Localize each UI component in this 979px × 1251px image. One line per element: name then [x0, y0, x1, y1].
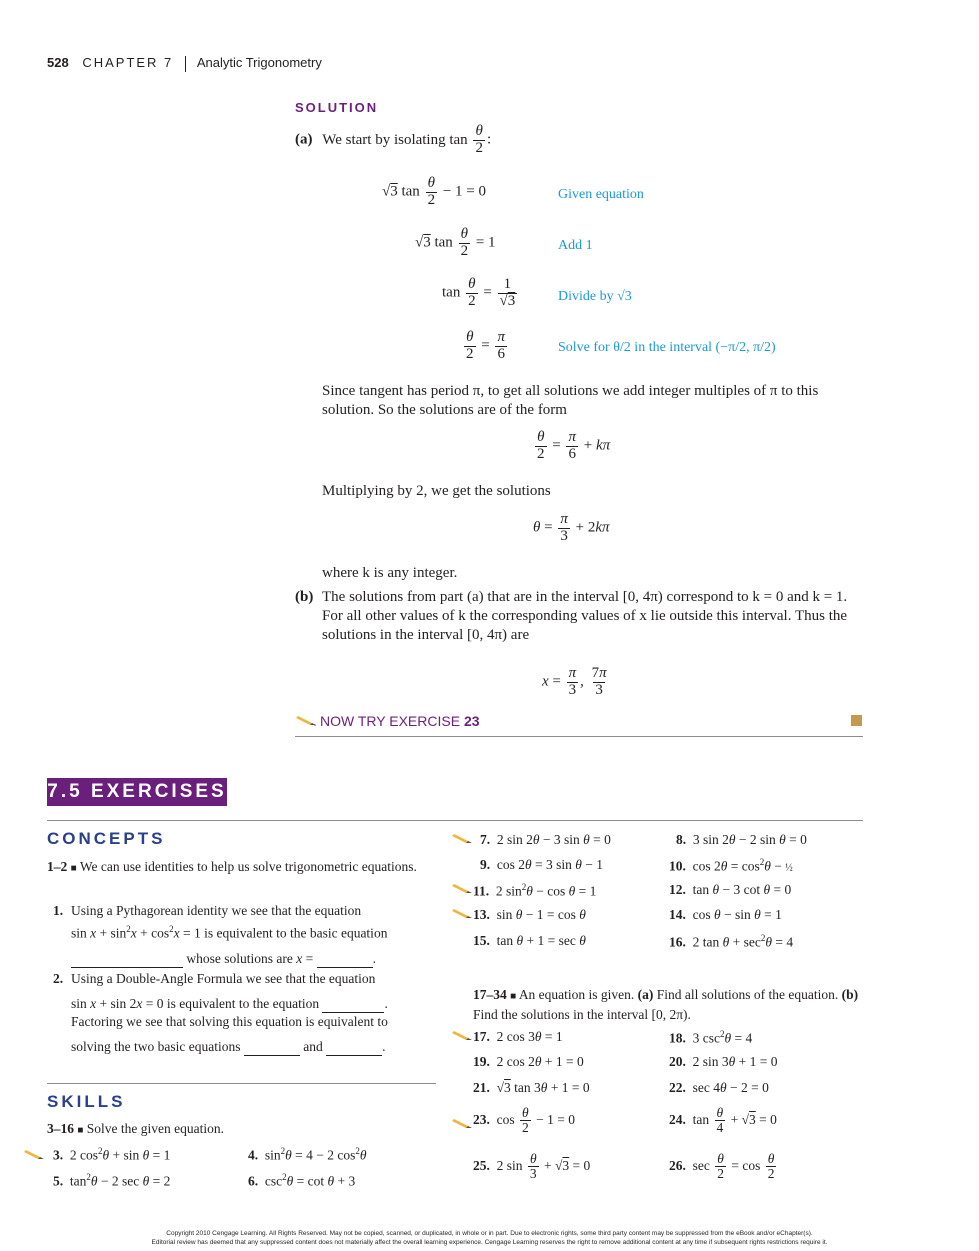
step-note-3: Divide by √3	[558, 289, 632, 304]
copyright-line-2: Editorial review has deemed that any suppressed content does not materially affect the overall learning experience. Cengage Learning reserves the right to remove additional content at any time if subsequent rights restrictions require it.	[151, 1239, 828, 1246]
chapter-title: Analytic Trigonometry	[196, 55, 322, 70]
exercise-8: 8. 3 sin 2θ − 2 sin θ = 0	[676, 832, 807, 847]
step-note-4: Solve for θ/2 in the interval (−π/2, π/2)	[558, 340, 776, 355]
end-of-solution-marker	[851, 715, 862, 726]
solution-paragraph-1: Since tangent has period π, to get all solutions we add integer multiples of π to this solution. So the solutions are of the form	[322, 383, 819, 418]
step-note-2: Add 1	[558, 238, 593, 253]
q2-blank-1[interactable]	[244, 1055, 300, 1056]
pencil-icon	[296, 714, 318, 726]
page-number: 528	[47, 55, 69, 70]
exercise-18: 18. 3 $\csc^2\theta = 4$	[669, 1029, 753, 1046]
exercise-6: 6. $\csc^2\theta = \cot \theta + 3$	[248, 1172, 356, 1189]
concepts-intro: 1–2 ■ We can use identities to help us solve trigonometric equations.	[47, 859, 417, 874]
step-note-1: Given equation	[558, 187, 644, 202]
solution-heading: SOLUTION	[295, 100, 379, 115]
general-solution-half: $\frac{\theta}{2}$ = $\frac{\pi}{6}$ + kπ	[537, 429, 611, 462]
part-b-text: The solutions from part (a) that are in the interval [0, 4π) correspond to k = 0 and k = 1. For all other values of k the corresponding values of x lie outside this interval. Thus the solutions in the interval [0, 4π) are	[322, 589, 848, 643]
q2-blank-2[interactable]	[326, 1055, 382, 1056]
exercise-5: 5. $\tan^2\theta - 2$ sec θ = 2	[53, 1172, 171, 1189]
pencil-icon	[24, 1148, 46, 1160]
chapter-label: CHAPTER 7	[82, 55, 174, 70]
skills-intro: 3–16 ■ Solve the given equation.	[47, 1121, 225, 1136]
q1-line1: Using a Pythagorean identity we see that the equation	[71, 903, 362, 918]
q1-number: 1.	[53, 903, 64, 918]
q2-line3: Factoring we see that solving this equation is equivalent to	[71, 1014, 388, 1029]
exercise-15: 15. tan θ + 1 = sec θ	[473, 933, 586, 948]
exercise-19: 19. 2 cos 2θ + 1 = 0	[473, 1054, 584, 1069]
equation-step-3: tan $\frac{\theta}{2}$ = $\frac{1}{√3}$	[442, 276, 516, 309]
skills-rule	[47, 1083, 436, 1084]
exercise-13: 13. sin θ − 1 = cos θ	[473, 907, 586, 922]
pencil-icon	[452, 882, 474, 894]
copyright-footer	[0, 1229, 979, 1247]
exercise-3: 3. 2 $\cos^2\theta + \sin \theta = 1$	[53, 1146, 171, 1163]
part-b-label: (b)	[295, 589, 314, 605]
exercise-26: 26. sec $\frac{\theta}{2}$ = cos $\frac{\theta}{2}$	[669, 1151, 775, 1182]
concepts-heading: CONCEPTS	[47, 829, 166, 848]
skills-heading: SKILLS	[47, 1092, 126, 1111]
q2-number: 2.	[53, 971, 64, 986]
solution-paragraph-3: where k is any integer.	[322, 565, 458, 581]
exercise-20: 20. 2 sin 3θ + 1 = 0	[669, 1054, 778, 1069]
pencil-icon	[452, 907, 474, 919]
q1-blank-equation[interactable]	[71, 967, 183, 968]
q2-line4: solving the two basic equations and .	[71, 1039, 386, 1054]
exercise-10: 10. $\cos 2\theta = \cos^2\theta$ − ½	[669, 857, 793, 874]
exercise-22: 22. sec 4θ − 2 = 0	[669, 1080, 769, 1095]
q1-line2: $\sin x + \sin^2x + \cos^2x = 1$ is equivalent to the basic equation	[71, 924, 388, 941]
exercise-21: 21. √3 tan 3θ + 1 = 0	[473, 1080, 590, 1095]
exercise-9: 9. cos 2θ = 3 sin θ − 1	[480, 857, 604, 872]
copyright-line-1: Copyright 2010 Cengage Learning. All Rights Reserved. May not be copied, scanned, or duplicated, in whole or in part. Due to electronic rights, some third party content may be suppressed from the eBook and/or eChapter(s).	[166, 1230, 813, 1237]
part-a-text: We start by isolating tan	[322, 131, 468, 148]
exercises-banner: 7.5 EXERCISES	[47, 778, 227, 806]
equation-step-1: √3 tan $\frac{\theta}{2}$ − 1 = 0	[382, 175, 486, 208]
exercises-rule	[47, 820, 863, 821]
now-try-exercise[interactable]	[320, 713, 480, 729]
exercise-16: 16. 2 $\tan \theta + \sec^2\theta = 4$	[669, 933, 794, 950]
exercise-12: 12. tan θ − 3 cot θ = 0	[669, 882, 792, 897]
q1-line3: whose solutions are x = .	[71, 950, 437, 968]
pencil-icon	[452, 1117, 474, 1129]
running-header	[47, 55, 322, 72]
exercise-11: 11. 2 $\sin^2\theta - \cos \theta = 1$	[473, 882, 597, 899]
final-solutions: x = $\frac{\pi}{3}$ , $\frac{7\pi}{3}$	[542, 665, 607, 698]
exercise-25: 25. 2 sin $\frac{\theta}{3}$ + √3 = 0	[473, 1151, 591, 1182]
header-divider	[185, 56, 186, 72]
question-2	[47, 970, 437, 1056]
solution-rule	[295, 736, 863, 737]
question-1	[47, 902, 437, 968]
equation-step-4: $\frac{\theta}{2}$ = $\frac{\pi}{6}$	[466, 329, 505, 362]
part-a-intro: (a) We start by isolating tan $\frac{\theta}{2}$ :	[295, 123, 492, 156]
q2-line2: sin x + sin 2x = 0 is equivalent to the equation .	[71, 996, 388, 1011]
q1-blank-solutions[interactable]	[317, 967, 373, 968]
exercise-4: 4. $\sin^2\theta = 4 - 2$ $\cos^2\theta$	[248, 1146, 367, 1163]
q2-line1: Using a Double-Angle Formula we see that the equation	[71, 971, 376, 986]
pencil-icon	[452, 832, 474, 844]
group2-intro: 17–34 ■ An equation is given. (a) Find all solutions of the equation. (b) Find the solutions in the interval [0, 2π).	[473, 987, 859, 1022]
pencil-icon	[452, 1029, 474, 1041]
equation-step-2: √3 tan $\frac{\theta}{2}$ = 1	[415, 226, 496, 259]
now-try-label: NOW TRY EXERCISE	[320, 713, 461, 729]
exercise-23: 23. cos $\frac{\theta}{2}$ − 1 = 0	[473, 1105, 575, 1136]
now-try-number: 23	[463, 713, 480, 729]
part-b	[295, 588, 867, 645]
general-solution: θ = $\frac{\pi}{3}$ + 2kπ	[533, 511, 610, 544]
exercise-24: 24. tan $\frac{\theta}{4}$ + √3 = 0	[669, 1105, 777, 1136]
exercise-17: 17. 2 cos 3θ = 1	[473, 1029, 563, 1044]
part-a-label: (a)	[295, 131, 313, 148]
solution-paragraph-2: Multiplying by 2, we get the solutions	[322, 483, 551, 499]
exercise-14: 14. cos θ − sin θ = 1	[669, 907, 782, 922]
exercise-7: 7. 2 sin 2θ − 3 sin θ = 0	[480, 832, 611, 847]
